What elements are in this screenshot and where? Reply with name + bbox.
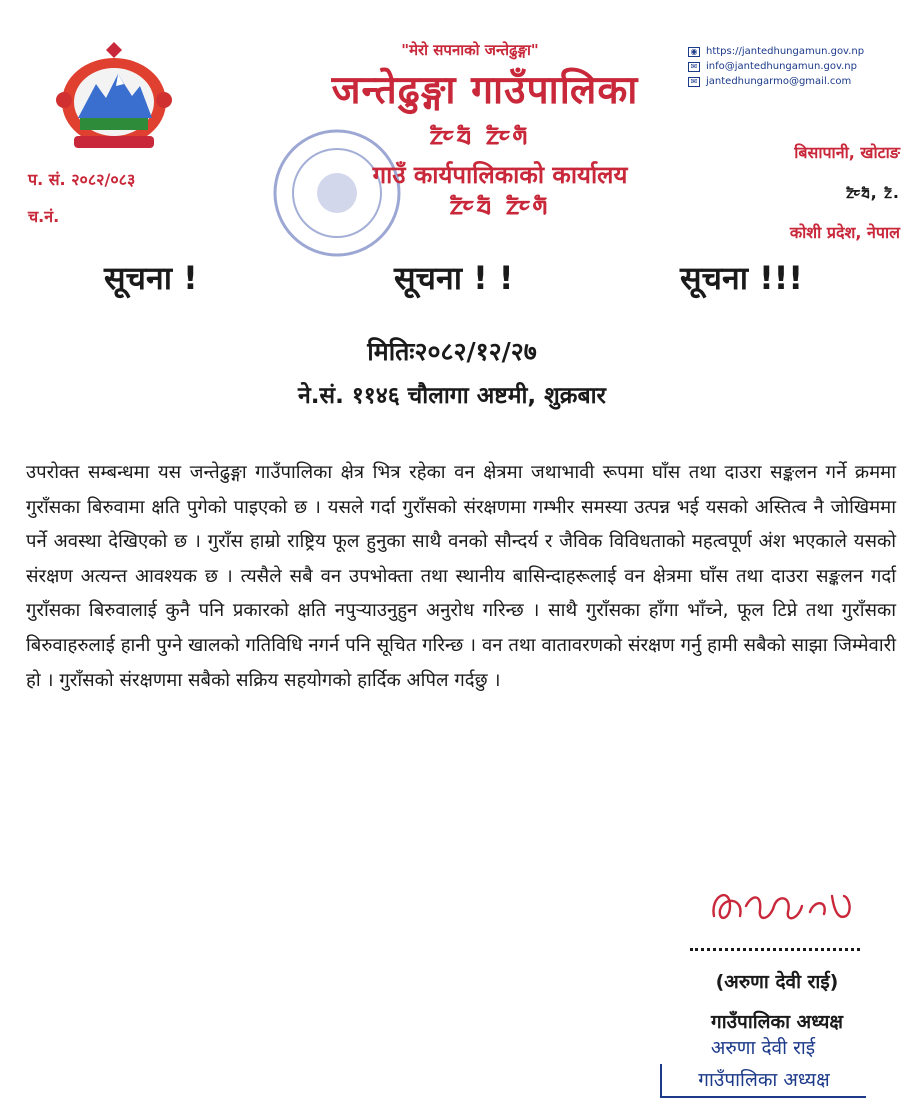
notice-body: उपरोक्त सम्बन्धमा यस जन्तेढुङ्गा गाउँपालिका क्षेत्र भित्र रहेका वन क्षेत्रमा जथाभावी रूपमा घाँस तथा दाउरा सङ्कलन गर्ने क्रममा गुराँसका बिरुवामा क्षति पुगेको पाइएको छ । यसले गर्दा गुराँसको संरक्षणमा गम्भीर समस्या उत्पन्न भई यसको अस्तित्व नै जोखिममा पर्ने अवस्था देखिएको छ । गुराँस हाम्रो राष्ट्रिय फूल हुनुका साथै वनको सौन्दर्य र जैविक विविधताको महत्वपूर्ण अंश भएकाले यसको संरक्षण अत्यन्त आवश्यक छ । त्यसैले सबै वन उपभोक्ता तथा स्थानीय बासिन्दाहरूलाई वन क्षेत्रमा घाँस तथा दाउरा सङ्कलन गर्दा गुराँसका बिरुवालाई कुनै पनि प्रकारको क्षति नपुर्‍याउनुहुन अनुरोध गरिन्छ । साथै गुराँसका हाँगा भाँच्ने, फूल टिप्ने तथा गुराँसका बिरुवाहरुलाई हानी पुग्ने खालको गतिविधि नगर्न पनि सूचित गरिन्छ । वन तथा वातावरणको संरक्षण गर्नु हामी सबैको साझा जिम्मेवारी हो । गुराँसको संरक्षणमा सबैको सक्रिय सहयोगको हार्दिक अपिल गर्दछु । [26,462,896,691]
notice-heading-2: सूचना ! ! [394,259,514,297]
signatory-name: (अरुणा देवी राई) [715,971,839,993]
mail-icon: ✉ [688,62,700,72]
notice-heading-1: सूचना ! [104,259,198,297]
stamp-designation: गाउँपालिका अध्यक्ष [660,1064,866,1098]
mail-icon: ✉ [688,77,700,87]
email-line-1 [688,59,903,74]
name-stamp [660,1032,866,1098]
website-text[interactable]: https://jantedhungamun.gov.np [706,46,865,57]
office-name: गाउँ कार्यपालिकाको कार्यालय [372,161,628,189]
notice-heading-3: सूचना !!! [680,259,803,297]
signature-line [690,948,860,951]
email-text-2[interactable]: jantedhungarmo@gmail.com [706,76,852,87]
address-line-2: ᤁᤠᤰᤔᤠ, ᤁᤠ. [846,183,900,202]
signatory-designation: गाउँपालिका अध्यक्ष [711,1011,843,1033]
municipality-title: जन्तेढुङ्गा गाउँपालिका [331,68,639,113]
reference-number: प. सं. २०८२/०८३ [28,170,136,189]
email-line-2 [688,74,903,89]
email-text-1[interactable]: info@jantedhungamun.gov.np [706,61,857,72]
date-nepal-sambat: ने.सं. ११४६ चौलागा अष्टमी, शुक्रबार [298,383,606,409]
globe-icon: ◉ [688,47,700,57]
kirat-script-office: ᤁᤠᤰᤔᤠ ᤁᤠᤰᤛᤠ [449,190,551,221]
address-line-1: बिसापानी, खोटाङ [794,143,900,162]
address-line-3: कोशी प्रदेश, नेपाल [789,223,900,242]
date-bs: मितिः२०८२/१२/२७ [367,337,537,366]
contact-block [688,44,903,89]
nepal-emblem-logo [44,40,184,155]
address-block [720,133,900,253]
handwritten-signature [700,876,870,936]
dispatch-number: च.नं. [28,207,60,226]
website-line [688,44,903,59]
stamp-name: अरुणा देवी राई [710,1037,816,1059]
municipality-motto: "मेरो सपनाको जन्तेढुङ्गा" [401,41,539,59]
kirat-script-title: ᤁᤠᤰᤔᤠ ᤁᤠᤰᤛᤠ [429,120,531,151]
